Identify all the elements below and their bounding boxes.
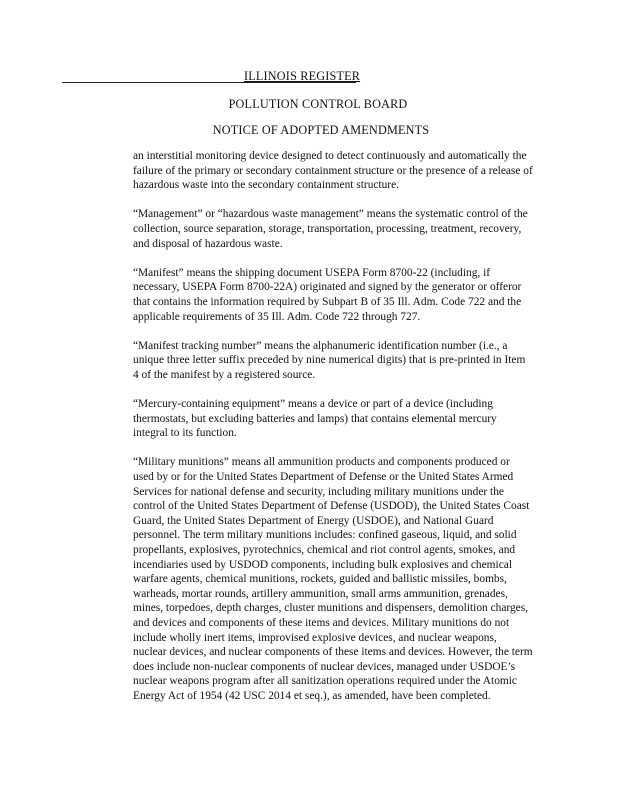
notice-title: NOTICE OF ADOPTED AMENDMENTS — [212, 123, 430, 137]
paragraph-interstitial: an interstitial monitoring device designed to detect continuously and automatically the failure of the primary or secondary containment structure or the presence of a release of hazardous waste into the secondary containment structure. — [133, 150, 533, 192]
paragraph-mercury-containing-equipment: “Mercury-containing equipment” means a device or part of a device (including thermostats, but excluding batteries and lamps) that contains elemental mercury integral to its function. — [133, 398, 497, 440]
paragraph-management: “Management” or “hazardous waste management” means the systematic control of the collection, source separation, storage, transportation, processing, treatment, recovery, and disposal of hazardous waste. — [133, 208, 528, 250]
paragraph-manifest-tracking-number: “Manifest tracking number” means the alphanumeric identification number (i.e., a unique three letter suffix preceded by nine numerical digits) that is pre-printed in Item 4 of the manifest by a registered source. — [133, 339, 526, 381]
paragraph-military-munitions: “Military munitions” means all ammunition products and components produced or used by or for the United States Department of Defense or the United States Armed Services for national defense and security, including military munitions under the control of the United States Department of Defense (USDOD), the United States Coast Guard, the United States Department of Energy (USDOE), and National Guard personnel. The term military munitions includes: confined gaseous, liquid, and solid propellants, explosives, pyrotechnics, chemical and riot control agents, smokes, and incendiaries used by USDOD components, including bulk explosives and chemical warfare agents, chemical munitions, rockets, guided and ballistic missiles, bombs, warheads, mortar rounds, artillery ammunition, small arms ammunition, grenades, mines, torpedoes, depth charges, cluster munitions and dispensers, demolition charges, and devices and components of these items and devices. Military munitions do not include wholly inert items, improvised explosive devices, and nuclear weapons, nuclear devices, and nuclear components of these items and devices. However, the term does include non-nuclear components of nuclear devices, managed under USDOE’s nuclear weapons program after all sanitization operations required under the Atomic Energy Act of 1954 (42 USC 2014 et seq.), as amended, have been completed. — [133, 456, 533, 702]
board-title: POLLUTION CONTROL BOARD — [228, 97, 408, 111]
paragraph-manifest: “Manifest” means the shipping document USEPA Form 8700-22 (including, if necessary, USEPA Form 8700-22A) originated and signed by the generator or offeror that contains the information required by Subpart B of 35 Ill. Adm. Code 722 and the applicable requirements of 35 Ill. Adm. Code 722 through 727. — [133, 266, 522, 323]
register-title: ILLINOIS REGISTER — [244, 69, 361, 83]
document-body — [133, 149, 533, 718]
